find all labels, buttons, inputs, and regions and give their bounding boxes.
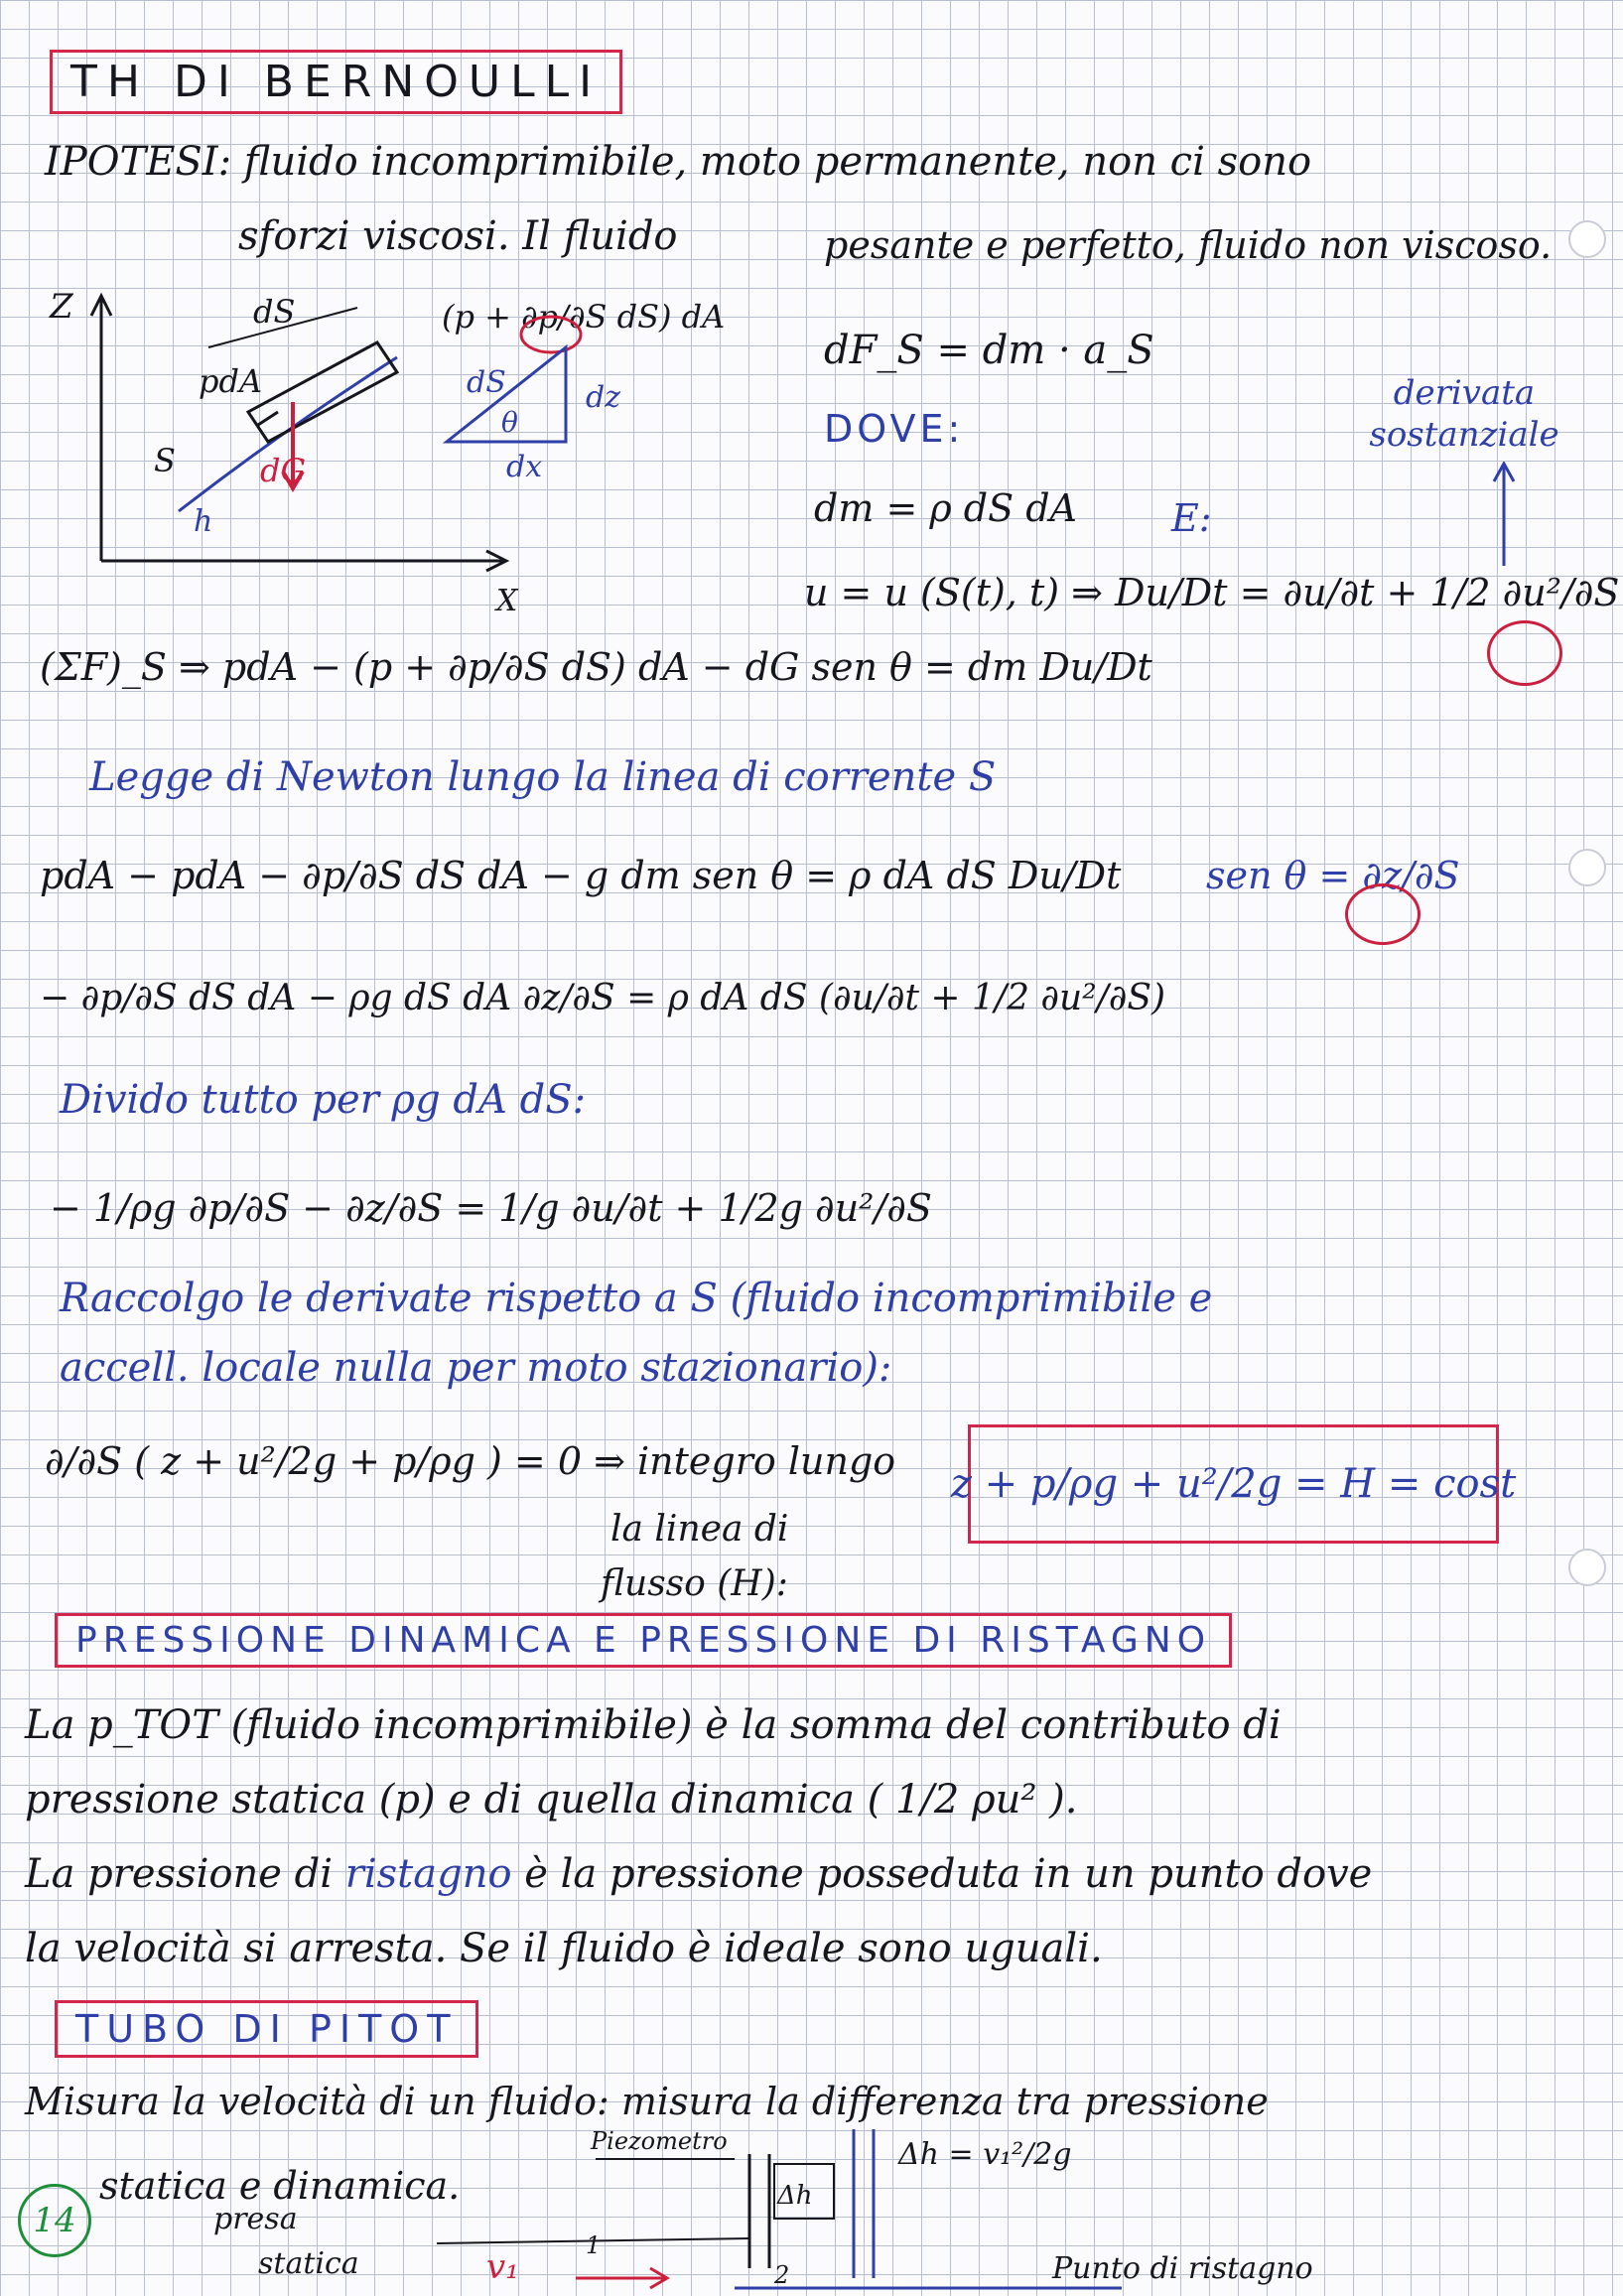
eq-derivation-2: − ∂p/∂S dS dA − ρg dS dA ∂z/∂S = ρ dA dS (∂u/∂t + 1/2 ∂u²/∂S)	[40, 978, 1166, 1018]
tri-ds-label: dS	[467, 365, 506, 400]
page-number	[18, 2184, 91, 2257]
delta-h-label: Δh	[777, 2181, 813, 2211]
eq-derivation-1: pdA − pdA − ∂p/∂S dS dA − g dm sen θ = ρ dA dS Du/Dt	[40, 854, 1122, 897]
eq-final-line-c: flusso (H):	[601, 1563, 788, 1604]
tri-dz-label: dz	[586, 380, 621, 415]
eq-material-derivative: u = u (S(t), t) ⇒ Du/Dt = ∂u/∂t + 1/2 ∂u²/∂S	[804, 571, 1620, 614]
newton-caption: Legge di Newton lungo la linea di corrente S	[89, 754, 997, 800]
binder-hole	[1568, 220, 1606, 258]
x-axis-label: X	[496, 584, 518, 618]
derivata-arrow	[1489, 462, 1519, 571]
v1-label: v₁	[486, 2247, 519, 2287]
ristagno-word: ristagno	[344, 1851, 512, 1897]
section-title-pressione: PRESSIONE DINAMICA E PRESSIONE DI RISTAGNO	[55, 1613, 1232, 1668]
pitot-line-1: Misura la velocità di un fluido: misura la differenza tra pressione	[25, 2080, 1269, 2123]
eq-sum-forces: (ΣF)_S ⇒ pdA − (p + ∂p/∂S dS) dA − dG sen θ = dm Du/Dt	[40, 645, 1152, 689]
eq-dFs: dF_S = dm · a_S	[824, 328, 1154, 373]
pitot-tube-diagram	[199, 2119, 1390, 2296]
z-axis-label: Z	[50, 287, 73, 327]
ds-label: dS	[253, 293, 296, 331]
pitot-line-2: statica e dinamica.	[99, 2164, 461, 2208]
pressure-right-label: (p + ∂p/∂S dS) dA	[442, 298, 726, 336]
pressione-line-3a: La pressione di	[25, 1851, 345, 1897]
eq-final-derivative: ∂/∂S ( z + u²/2g + p/ρg ) = 0 ⇒ integro lungo	[45, 1439, 896, 1483]
theta-label: θ	[501, 406, 518, 439]
section-title-pitot: TUBO DI PITOT	[55, 2000, 478, 2058]
pressione-line-1: La p_TOT (fluido incomprimibile) è la somma del contributo di	[25, 1702, 1282, 1748]
derivata-note-text: derivata sostanziale	[1369, 373, 1559, 455]
section-title-bernoulli: TH DI BERNOULLI	[50, 50, 622, 114]
eq-derivation-3: − 1/ρg ∂p/∂S − ∂z/∂S = 1/g ∂u/∂t + 1/2g ∂u²/∂S	[50, 1186, 932, 1230]
ipotesi-line-2b: pesante e perfetto, fluido non viscoso.	[824, 223, 1553, 267]
binder-hole	[1568, 849, 1606, 886]
point-1-label: 1	[586, 2231, 602, 2259]
tri-dx-label: dx	[506, 450, 543, 484]
point-2-label: 2	[774, 2261, 790, 2289]
e-label: E:	[1171, 496, 1212, 540]
fluid-element	[248, 342, 397, 442]
eq-final-line-b: la linea di	[610, 1509, 789, 1550]
page-number-text: 14	[33, 2201, 76, 2240]
bernoulli-boxed-result-text: z + p/ρg + u²/2g = H = cost	[950, 1461, 1517, 1507]
h-label: h	[194, 504, 213, 539]
streamline-diagram	[30, 278, 824, 625]
pressione-line-3c: è la pressione posseduta in un punto dove	[511, 1851, 1373, 1897]
raccolgo-caption-2: accell. locale nulla per moto stazionario):	[60, 1345, 892, 1391]
pdA-arrow	[258, 412, 278, 425]
s-label: S	[154, 442, 176, 479]
eq-dm: dm = ρ dS dA	[814, 486, 1077, 530]
derivata-sostanziale-note	[1340, 372, 1588, 456]
pressione-line-4: la velocità si arresta. Se il fluido è ideale sono uguali.	[25, 1926, 1103, 1971]
presa-label-2: statica	[258, 2246, 359, 2281]
eq-sen-theta: sen θ = ∂z/∂S	[1206, 854, 1460, 897]
raccolgo-caption-1: Raccolgo le derivate rispetto a S (fluido incomprimibile e	[60, 1276, 1213, 1321]
bernoulli-boxed-result	[950, 1424, 1517, 1544]
delta-h-equation: Δh = v₁²/2g	[898, 2137, 1072, 2172]
red-circle-dS-3	[1345, 883, 1420, 945]
pressione-line-3	[25, 1851, 1372, 1897]
pressione-line-2: pressione statica (p) e di quella dinamica ( 1/2 ρu² ).	[25, 1777, 1078, 1823]
red-circle-dS-2	[1487, 620, 1562, 686]
ipotesi-line-2a: sforzi viscosi. Il fluido	[238, 213, 678, 259]
presa-label-1: presa	[213, 2202, 298, 2236]
pdA-label: pdA	[199, 362, 263, 400]
divido-caption: Divido tutto per ρg dA dS:	[60, 1077, 587, 1123]
punto-ristagno-label: Punto di ristagno	[1052, 2251, 1313, 2286]
binder-hole	[1568, 1549, 1606, 1586]
ipotesi-line-1: IPOTESI: fluido incomprimibile, moto permanente, non ci sono	[45, 139, 1312, 185]
piezometro-label: Piezometro	[591, 2127, 728, 2155]
dove-label: DOVE:	[824, 407, 965, 451]
dG-label: dG	[260, 452, 307, 489]
